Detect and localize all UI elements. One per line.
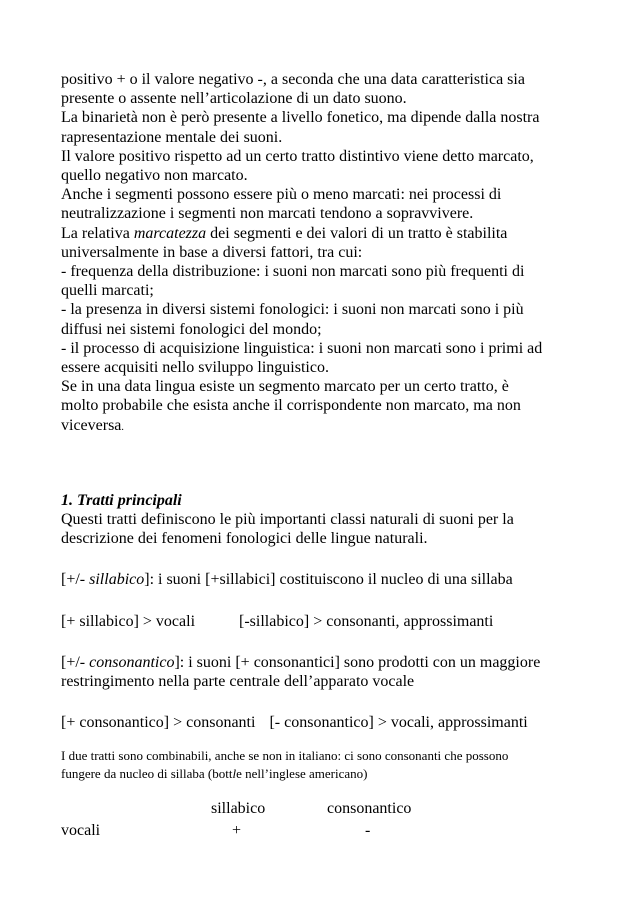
sillabico-definition <box>61 570 601 589</box>
feature-table-row <box>61 821 601 843</box>
text-fragment: viceversa <box>61 416 122 434</box>
text-fragment: ]: i suoni [+ consonantici] sono prodotti con un maggiore <box>174 653 541 671</box>
example-b: [-sillabico] > consonanti, approssimanti <box>239 612 494 630</box>
text-line: molto probabile che esista anche il corrispondente non marcato, ma non <box>61 397 521 415</box>
text-fragment: [+/- <box>61 653 90 671</box>
text-line: Questi tratti definiscono le più importanti classi naturali di suoni per la <box>61 511 514 529</box>
text-line: Se in una data lingua esiste un segmento marcato per un certo tratto, è <box>61 378 509 396</box>
combination-note <box>61 747 601 783</box>
cell-consonantico: - <box>365 822 371 840</box>
column-header-sillabico: sillabico <box>211 800 266 818</box>
example-b: [- consonantico] > vocali, approssimanti <box>269 714 528 732</box>
text-line: presente o assente nell’articolazione di un dato suono. <box>61 90 407 108</box>
text-line: quelli marcati; <box>61 282 154 300</box>
example-a: [+ sillabico] > vocali <box>61 612 196 630</box>
italic-term: consonantico <box>89 653 175 671</box>
example-a: [+ consonantico] > consonanti <box>61 714 256 732</box>
italic-term: sillabico <box>89 571 145 589</box>
column-header-consonantico: consonantico <box>327 800 412 818</box>
text-line: positivo + o il valore negativo -, a seconda che una data caratteristica sia <box>61 71 525 88</box>
text-line: restringimento nella parte centrale dell’apparato vocale <box>61 673 415 691</box>
text-line: descrizione dei fenomeni fonologici delle lingue naturali. <box>61 530 428 548</box>
text-fragment: [+/- <box>61 571 90 589</box>
note-line: I due tratti sono combinabili, anche se non in italiano: ci sono consonanti che possono <box>61 748 509 764</box>
text-line: rapresentazione mentale dei suoni. <box>61 128 283 146</box>
text-line: essere acquisiti nello sviluppo linguistico. <box>61 359 329 377</box>
row-label: vocali <box>61 822 101 840</box>
final-line <box>61 416 601 437</box>
sillabico-examples <box>61 612 601 631</box>
text-line: - il processo di acquisizione linguistica: i suoni non marcati sono i primi ad <box>61 339 543 357</box>
text-fragment: dei segmenti e dei valori di un tratto è stabilita <box>206 224 508 242</box>
feature-table-header <box>61 799 601 821</box>
document-page <box>61 70 601 843</box>
cell-sillabico: + <box>232 822 242 840</box>
text-fragment: La relativa <box>61 224 134 242</box>
final-dot: . <box>121 421 124 433</box>
text-line: Anche i segmenti possono essere più o meno marcati: nei processi di <box>61 186 502 204</box>
note-line <box>61 765 601 783</box>
section-heading: 1. Tratti principali <box>61 491 182 509</box>
text-fragment: fungere da nucleo di sillaba (bott <box>61 766 233 782</box>
marcatezza-line <box>61 224 601 243</box>
text-line: universalmente in base a diversi fattori, tra cui: <box>61 243 363 261</box>
text-fragment: e nell’inglese americano) <box>236 766 368 782</box>
intro-paragraph <box>61 70 601 437</box>
italic-letter: l <box>232 766 237 782</box>
text-line: neutralizzazione i segmenti non marcati tendono a sopravvivere. <box>61 205 474 223</box>
text-line: - la presenza in diversi sistemi fonologici: i suoni non marcati sono i più <box>61 301 524 319</box>
consonantico-examples <box>61 713 601 732</box>
text-fragment: ]: i suoni [+sillabici] costituiscono il nucleo di una sillaba <box>144 571 513 589</box>
text-line: diffusi nei sistemi fonologici del mondo; <box>61 320 322 338</box>
text-line: quello negativo non marcato. <box>61 167 248 185</box>
consonantico-definition <box>61 653 601 672</box>
text-line: Il valore positivo rispetto ad un certo tratto distintivo viene detto marcato, <box>61 147 534 165</box>
text-line: La binarietà non è però presente a livello fonetico, ma dipende dalla nostra <box>61 109 540 127</box>
text-line: - frequenza della distribuzione: i suoni non marcati sono più frequenti di <box>61 263 525 281</box>
italic-term: marcatezza <box>133 224 207 242</box>
